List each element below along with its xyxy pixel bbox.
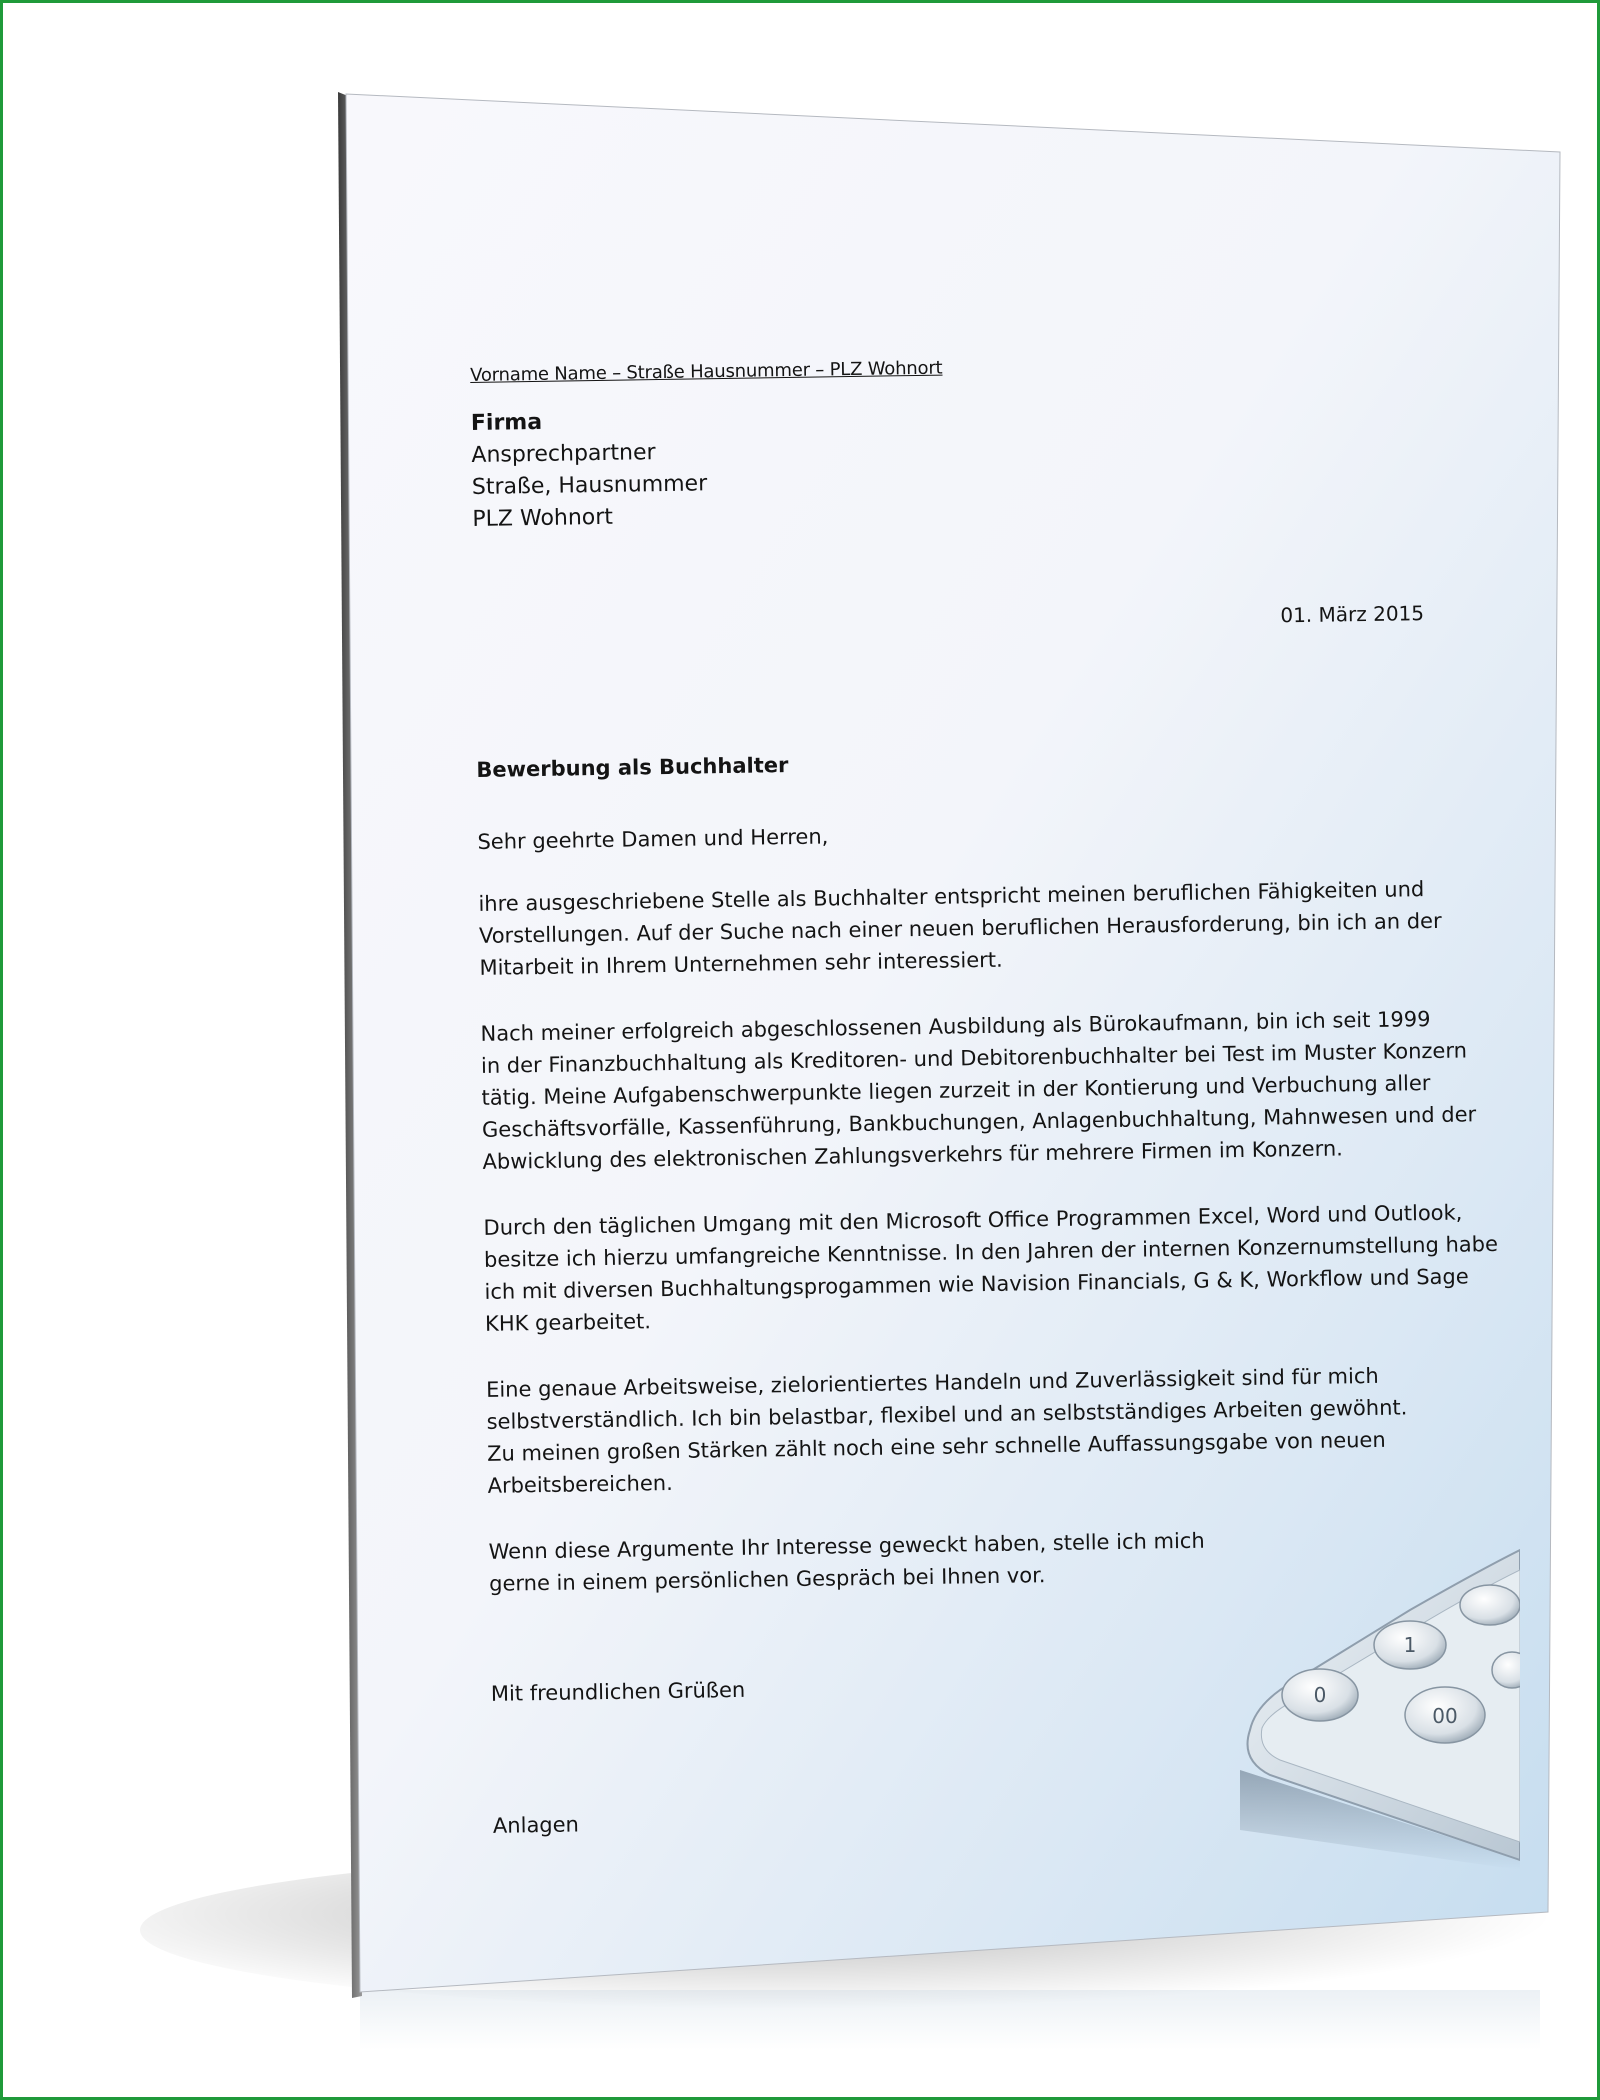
body-paragraph-3 <box>483 1196 1499 1340</box>
recipient-contact: Ansprechpartner <box>471 440 656 468</box>
paragraph-line: ich mit diversen Buchhaltungsprogammen wie Navision Financials, G & K, Workflow und Sage <box>484 1264 1469 1304</box>
paragraph-line: Zu meinen großen Stärken zählt noch eine sehr schnelle Auffassungsgabe von neuen <box>486 1427 1386 1466</box>
paragraph-line: tätig. Meine Aufgabenschwerpunkte liegen zurzeit in der Kontierung und Verbuchung aller <box>481 1071 1431 1110</box>
recipient-street: Straße, Hausnummer <box>471 471 708 500</box>
paragraph-line: Nach meiner erfolgreich abgeschlossenen Ausbildung als Bürokaufmann, bin ich seit 1999 <box>480 1006 1431 1046</box>
paragraph-line: Vorstellungen. Auf der Suche nach einer neuen beruflichen Herausforderung, bin ich an der <box>478 908 1442 948</box>
sender-address-line: Vorname Name – Straße Hausnummer – PLZ Wohnort <box>470 357 943 386</box>
calculator-key-0 <box>1282 1669 1358 1721</box>
recipient-address <box>471 392 1473 536</box>
body-paragraph-2 <box>480 1002 1482 1178</box>
letter-subject: Bewerbung als Buchhalter <box>476 753 789 782</box>
paragraph-line: Abwicklung des elektronischen Zahlungsverkehrs für mehrere Firmen im Konzern. <box>482 1136 1344 1174</box>
calculator-key-partial <box>1460 1585 1520 1625</box>
paragraph-line: besitze ich hierzu umfangreiche Kenntnisse. In den Jahren der internen Konzernumstellung habe <box>483 1231 1499 1272</box>
paragraph-line: in der Finanzbuchhaltung als Kreditoren- und Debitorenbuchhalter bei Test im Muster Konzern <box>480 1038 1468 1078</box>
paragraph-line: Eine genaue Arbeitsweise, zielorientiertes Handeln und Zuverlässigkeit sind für mich <box>485 1363 1379 1402</box>
recipient-company: Firma <box>470 409 543 436</box>
paragraph-line: ihre ausgeschriebene Stelle als Buchhalter entspricht meinen beruflichen Fähigkeiten und <box>478 877 1425 916</box>
calculator-key-00 <box>1405 1687 1485 1743</box>
recipient-city: PLZ Wohnort <box>472 504 614 532</box>
calculator-key-label: 1 <box>1403 1633 1417 1657</box>
paragraph-line: Wenn diese Argumente Ihr Interesse geweckt haben, stelle ich mich <box>488 1528 1205 1564</box>
paragraph-line: gerne in einem persönlichen Gespräch bei Ihnen vor. <box>488 1563 1046 1596</box>
calculator-illustration <box>1240 1530 1520 1870</box>
paragraph-line: selbstverständlich. Ich bin belastbar, flexibel und an selbstständiges Arbeiten gewöhnt. <box>486 1395 1408 1434</box>
calculator-key-label: 0 <box>1313 1683 1327 1707</box>
letter-attachments: Anlagen <box>492 1812 580 1838</box>
letter-salutation: Sehr geehrte Damen und Herren, <box>477 824 829 854</box>
body-paragraph-4 <box>486 1358 1488 1502</box>
paragraph-line: Durch den täglichen Umgang mit den Microsoft Office Programmen Excel, Word und Outlook, <box>483 1200 1463 1240</box>
calculator-key-label: 00 <box>1432 1704 1458 1728</box>
paragraph-line: Geschäftsvorfälle, Kassenführung, Bankbuchungen, Anlagenbuchhaltung, Mahnwesen und der <box>481 1102 1477 1142</box>
calculator-key-1 <box>1374 1621 1446 1669</box>
letter-date: 01. März 2015 <box>1280 601 1425 628</box>
letter-closing: Mit freundlichen Grüßen <box>490 1677 746 1706</box>
paragraph-line: Mitarbeit in Ihrem Unternehmen sehr interessiert. <box>479 947 1003 980</box>
paragraph-line: KHK gearbeitet. <box>484 1309 652 1336</box>
paragraph-line: Arbeitsbereichen. <box>487 1470 673 1498</box>
body-paragraph-1 <box>478 872 1479 984</box>
